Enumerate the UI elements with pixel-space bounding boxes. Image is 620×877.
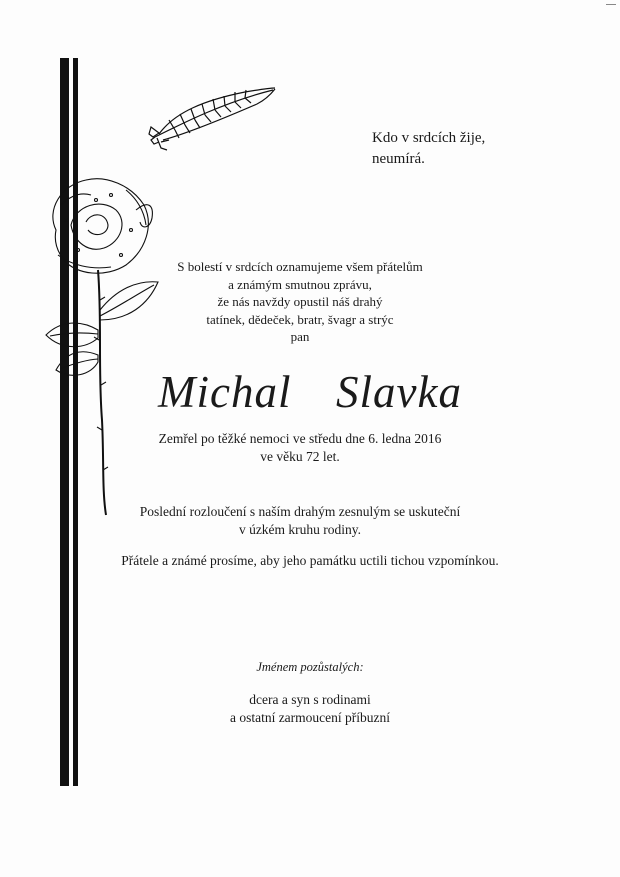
intro-line: a známým smutnou zprávu, [228, 276, 372, 292]
intro-line: tatínek, dědeček, bratr, švagr a strýc [206, 311, 394, 327]
intro-line: S bolestí v srdcích oznamujeme všem přátelům [177, 259, 423, 274]
intro-line: že nás navždy opustil náš drahý [217, 294, 383, 309]
motto [372, 128, 592, 170]
feather-icon [145, 82, 280, 157]
farewell-line: Poslední rozloučení s naším drahým zesnulým se uskuteční [139, 504, 461, 519]
deceased-name: Michal Slavka [158, 367, 462, 417]
rose-icon [36, 170, 166, 530]
motto-line: neumírá. [372, 151, 425, 167]
farewell-line: v úzkém kruhu rodiny. [238, 522, 362, 537]
on-behalf-label: Jménem pozůstalých: [256, 660, 364, 674]
mourners-line: dcera a syn s rodinami [249, 692, 371, 707]
farewell-info [110, 503, 490, 539]
remembrance-request: Přátele a známé prosíme, aby jeho památku uctili tichou vzpomínkou. [121, 553, 499, 568]
motto-line: Kdo v srdcích žije, [372, 130, 486, 146]
intro-line: pan [290, 329, 310, 344]
mourners-line: a ostatní zarmoucení příbuzní [229, 710, 391, 725]
announcement-intro [120, 258, 480, 346]
death-notice [130, 430, 470, 466]
scan-mark [606, 4, 616, 5]
mourners [180, 691, 440, 727]
death-line: ve věku 72 let. [260, 449, 340, 464]
death-line: Zemřel po těžké nemoci ve středu dne 6. ledna 2016 [158, 431, 442, 446]
